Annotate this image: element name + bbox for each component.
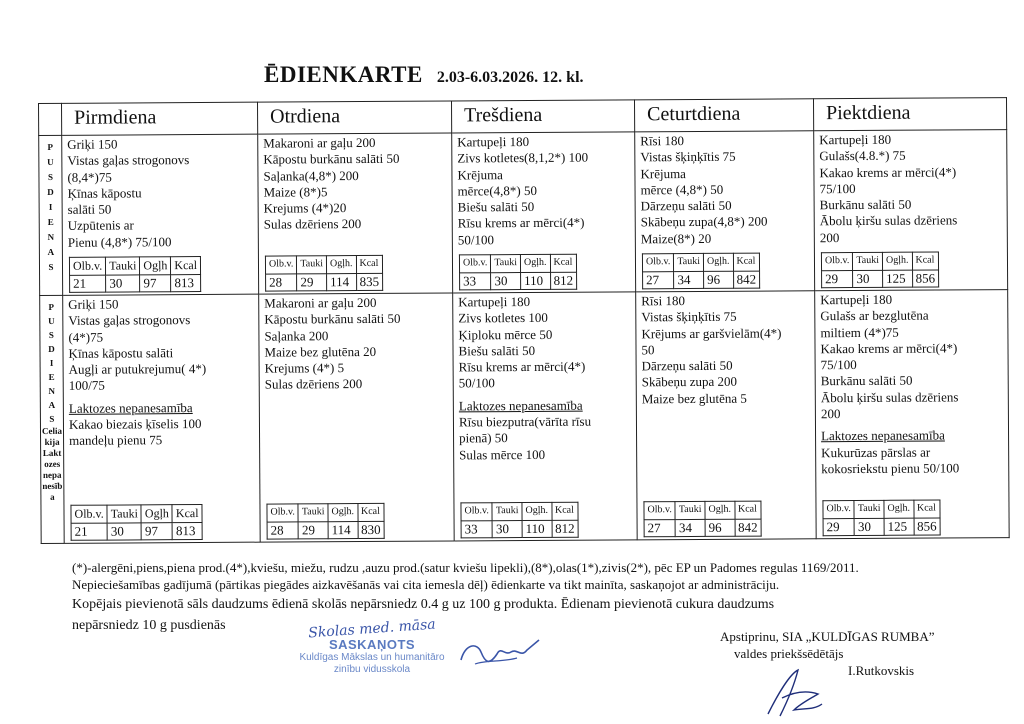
nutrition-table: [70, 504, 202, 540]
nutrition-value: 830: [358, 521, 385, 538]
nutrition-value: 97: [141, 522, 172, 539]
menu-item: Ķīnas kāpostu: [67, 185, 142, 201]
lactose-intolerance-label: Laktozes nepanesamība: [68, 399, 193, 416]
menu-items: [819, 131, 1003, 246]
side-letter: S: [48, 329, 54, 340]
nutrition-value: 34: [674, 271, 704, 288]
menu-item: Zivs kotletes(8,1,2*) 100: [457, 149, 589, 166]
nutrition-value: 21: [70, 275, 106, 293]
footer-change-note: Nepieciešamības gadījumā (pārtikas piegādes aizkavēšanās vai cita iemesla dēļ) ēdienkarte va tikt mainīta, saskaņojot ar administrāciju.: [72, 577, 780, 592]
menu-item: Krējuma: [640, 165, 686, 181]
nutrition-header-row: [459, 255, 576, 273]
nutrition-header: Ogļh.: [522, 503, 552, 520]
nutrition-header: Tauki: [675, 502, 705, 519]
menu-item: Vistas šķiņķītis 75: [640, 149, 736, 165]
nutrition-value: 27: [644, 519, 675, 536]
side-word: ozes: [44, 458, 61, 469]
nutrition-value: 110: [522, 520, 552, 537]
menu-items: [67, 136, 254, 251]
menu-item: Makaroni ar gaļu 200: [263, 134, 376, 151]
nutrition-header: Tauki: [298, 504, 328, 521]
lactose-menu-item: kokosriekstu pienu 50/100: [821, 460, 960, 477]
nutrition-value: 33: [460, 272, 491, 289]
nutrition-value: 28: [267, 522, 298, 539]
side-word: nepa: [42, 469, 62, 480]
nutrition-header: Tauki: [674, 254, 704, 271]
menu-items: [641, 292, 811, 407]
day-friday: Piektdiena: [813, 98, 1006, 131]
menu-cell: [259, 293, 455, 542]
nutrition-value: 30: [107, 523, 141, 541]
side-letter: A: [47, 246, 55, 257]
menu-item: Krejums (4*) 5: [264, 360, 345, 376]
menu-item: Rīsi 180: [640, 133, 685, 149]
nutrition-header: Ogļh.: [326, 256, 356, 273]
nutrition-value: 29: [822, 270, 853, 287]
menu-item: Saļanka 200: [264, 327, 329, 344]
nutrition-value: 842: [735, 519, 762, 536]
menu-item: Vistas gaļas strogonovs: [68, 312, 191, 329]
nutrition-table: [69, 256, 201, 292]
side-letter: D: [47, 186, 54, 197]
side-letter: U: [48, 315, 55, 326]
title-text: ĒDIENKARTE: [264, 62, 423, 87]
nutrition-header-row: [265, 256, 382, 274]
menu-item: Gulašs(4.8.*) 75: [819, 147, 906, 164]
menu-item: Vistas gaļas strogonovs: [67, 152, 190, 169]
nutrition-value-row: [823, 518, 940, 536]
lactose-menu-item: Sulas mērce 100: [459, 446, 546, 463]
menu-cell: [814, 130, 1008, 291]
nutrition-table: [822, 500, 940, 536]
side-word: Lakt: [42, 447, 62, 458]
menu-cell: [635, 131, 815, 292]
nutrition-header-row: [71, 505, 202, 523]
side-letter: I: [48, 201, 53, 212]
menu-items: [457, 133, 631, 248]
menu-table: [38, 97, 1010, 544]
page-title: [264, 62, 584, 88]
menu-item: Kakao krems ar mērci(4*): [819, 163, 957, 180]
nutrition-header: Tauki: [297, 256, 327, 273]
nutrition-header: Olb.v.: [69, 257, 105, 275]
nutrition-header: Kcal: [550, 255, 577, 272]
menu-item: mērce (4,8*) 50: [640, 181, 724, 198]
nutrition-header: Olb.v.: [265, 256, 296, 273]
menu-item: Vistas šķiņķītis 75: [641, 309, 737, 325]
stamp-school-line1: Kuldīgas Mākslas un humanitāro: [299, 652, 445, 663]
nutrition-header: Kcal: [356, 256, 383, 273]
menu-item: Ābolu ķiršu sulas dzēriens: [819, 212, 958, 229]
menu-items: [820, 291, 1004, 477]
nutrition-header: Tauki: [492, 503, 522, 520]
menu-item: 200: [819, 229, 840, 246]
menu-item: Kartupeļi 180: [819, 131, 892, 148]
menu-item: Biešu salāti 50: [457, 199, 535, 215]
nutrition-header: Tauki: [854, 501, 884, 518]
menu-item: Zivs kotletes 100: [458, 310, 548, 326]
nutrition-header: Tauki: [853, 253, 883, 270]
nutrition-header-row: [644, 501, 761, 519]
lactose-menu-item: pienā) 50: [459, 430, 508, 446]
menu-item: Ābolu ķiršu sulas dzēriens: [820, 389, 959, 406]
menu-item: Rīsu krems ar mērci(4*): [458, 358, 586, 375]
nutrition-header: Kcal: [172, 505, 202, 522]
nutrition-value: 34: [675, 519, 705, 536]
nutrition-value: 97: [140, 274, 171, 291]
nutrition-header-row: [69, 257, 200, 275]
nutrition-header: Ogļh.: [328, 504, 358, 521]
menu-item: Skābeņu zupa(4,8*) 200: [640, 214, 768, 230]
nutrition-header: Ogļh.: [884, 501, 914, 518]
side-letter: E: [47, 216, 54, 227]
menu-item: Dārzeņu salāti 50: [640, 197, 732, 214]
nutrition-header: Kcal: [357, 504, 384, 521]
menu-items: [264, 294, 449, 393]
side-letter: I: [49, 357, 54, 368]
nutrition-value: 30: [491, 272, 521, 289]
menu-item: 75/100: [819, 180, 856, 197]
nutrition-value: 96: [705, 519, 735, 536]
day-tuesday: Otrdiena: [257, 101, 451, 134]
menu-cell: [636, 291, 817, 540]
nurse-signature: [455, 636, 545, 672]
nutrition-value-row: [266, 273, 383, 291]
side-letter: N: [48, 385, 56, 396]
nurse-handwriting: Skolas med. māsa: [307, 616, 437, 642]
director-signature: [760, 664, 830, 722]
nutrition-value: 29: [298, 521, 328, 538]
nutrition-value: 812: [552, 520, 579, 537]
menu-items: [458, 293, 632, 463]
side-letter: P: [47, 141, 54, 152]
nutrition-header-row: [461, 503, 578, 521]
menu-item: (4*)75: [68, 329, 104, 345]
menu-item: salāti 50: [67, 201, 112, 218]
nutrition-value: 29: [823, 518, 854, 535]
menu-item: Gulašs ar bezglutēna: [820, 307, 929, 324]
menu-item: Makaroni ar gaļu 200: [264, 294, 377, 311]
menu-item: Kartupeļi 180: [457, 134, 530, 150]
side-letter: D: [48, 343, 55, 354]
menu-item: Griķi 150: [68, 296, 119, 312]
menu-item: 200: [820, 406, 841, 422]
nutrition-value: 96: [704, 271, 734, 288]
nutrition-value-row: [461, 520, 578, 538]
nutrition-header: Kcal: [734, 501, 761, 518]
day-thursday: Ceturtdiena: [634, 99, 813, 132]
nutrition-value: 114: [327, 273, 357, 290]
menu-item: Augļi ar putukrejumu( 4*): [68, 361, 207, 378]
menu-item: Sulas dzēriens 200: [264, 376, 363, 393]
menu-item: mērce(4,8*) 50: [457, 182, 538, 199]
nutrition-value: 27: [643, 271, 674, 288]
nutrition-header: Kcal: [913, 500, 940, 517]
approval-position: valdes priekšsēdētājs: [734, 646, 844, 661]
side-letter: S: [48, 261, 54, 272]
menu-item: 50: [641, 342, 655, 358]
menu-item: Krējuma: [457, 166, 503, 183]
menu-cell: [62, 134, 259, 295]
menu-item: Maize bez glutēna 20: [264, 343, 377, 360]
nutrition-header: Tauki: [107, 505, 141, 523]
special-diet-row: [40, 290, 1009, 544]
nutrition-header: Kcal: [171, 257, 201, 274]
menu-cell: [453, 292, 638, 541]
nutrition-header: Kcal: [912, 252, 939, 269]
menu-item: Griķi 150: [67, 136, 118, 152]
menu-item: 50/100: [457, 231, 495, 248]
approval-stamp: [262, 616, 482, 676]
nutrition-table: [460, 502, 578, 538]
nutrition-header: Olb.v.: [821, 253, 852, 270]
nutrition-value: 813: [171, 274, 201, 291]
nutrition-table: [821, 252, 939, 288]
nutrition-value: 125: [883, 270, 913, 287]
menu-item: Kāpostu burkānu salāti 50: [263, 151, 400, 167]
stamp-school-line2: zinību vidusskola: [333, 664, 411, 675]
side-word: kija: [44, 436, 60, 447]
stamp-word: SASKAŅOTS: [328, 637, 416, 652]
menu-item: Kartupeļi 180: [458, 293, 531, 310]
nutrition-value-row: [71, 522, 202, 540]
menu-item: Kakao krems ar mērci(4*): [820, 340, 958, 357]
nutrition-value: 842: [733, 271, 760, 288]
lactose-intolerance-label: Laktozes nepanesamība: [458, 397, 583, 414]
nutrition-header: Olb.v.: [642, 254, 673, 271]
side-letter: P: [48, 301, 55, 312]
menu-cell: [815, 290, 1010, 539]
nutrition-value: 33: [461, 520, 492, 537]
menu-item: Kartupeļi 180: [820, 291, 893, 308]
period-text: 2.03-6.03.2026. 12. kl.: [436, 69, 584, 86]
lactose-menu-item: Kukurūzas pārslas ar: [821, 444, 931, 460]
menu-items: [640, 132, 810, 247]
menu-item: 75/100: [820, 357, 857, 373]
menu-item: Ķiploku mērce 50: [458, 326, 553, 343]
menu-item: miltiem (4*)75: [820, 324, 899, 340]
menu-cell: [452, 132, 636, 293]
nutrition-value-row: [644, 519, 761, 537]
approval-name: I.Rutkovskis: [848, 663, 915, 678]
menu-items: [263, 135, 448, 234]
nutrition-value: 30: [492, 520, 522, 537]
menu-item: Sulas dzēriens 200: [263, 216, 362, 233]
nutrition-table: [459, 254, 577, 290]
nutrition-value-row: [267, 521, 384, 539]
menu-items: [68, 296, 255, 450]
nutrition-value-row: [460, 272, 577, 290]
menu-item: Maize bez glutēna 5: [641, 390, 747, 407]
nutrition-header-row: [267, 504, 384, 522]
nutrition-value: 835: [356, 273, 383, 290]
nutrition-table: [265, 255, 383, 291]
nutrition-value: 21: [71, 523, 107, 541]
nutrition-value-row: [822, 270, 939, 288]
nutrition-header: Kcal: [551, 503, 578, 520]
menu-item: Skābeņu zupa 200: [641, 374, 738, 390]
nutrition-value: 30: [853, 270, 883, 287]
footer-sugar-note: nepārsniedz 10 g pusdienās: [72, 618, 226, 633]
nutrition-value: 856: [912, 270, 939, 287]
nutrition-value-row: [70, 274, 201, 292]
nutrition-value: 856: [914, 518, 941, 535]
nutrition-header: Olb.v.: [644, 502, 675, 519]
day-wednesday: Trešdiena: [451, 100, 634, 133]
lunch-row: [39, 130, 1008, 296]
lactose-menu-item: Kakao biezais ķīselis 100: [68, 416, 202, 432]
side-letter: N: [47, 231, 55, 242]
nutrition-value: 812: [550, 272, 577, 289]
menu-item: Krējums ar garšvielām(4*): [641, 325, 782, 341]
approval-company: Apstiprinu, SIA „KULDĪGAS RUMBA”: [720, 629, 935, 644]
nutrition-header-row: [642, 254, 759, 272]
menu-item: Maize (8*)5: [263, 184, 328, 200]
nutrition-value: 30: [106, 275, 140, 293]
nutrition-value: 30: [854, 518, 884, 535]
menu-item: Biešu salāti 50: [458, 342, 536, 359]
menu-item: Rīsu krems ar mērci(4*): [457, 215, 585, 231]
lactose-menu-item: mandeļu pienu 75: [69, 432, 163, 449]
side-word: nesīb: [42, 480, 63, 491]
menu-cell: [63, 294, 261, 543]
side-label: [40, 295, 65, 543]
menu-item: 50/100: [458, 375, 495, 391]
nutrition-header: Ogļh: [140, 257, 171, 274]
side-word: a: [50, 491, 55, 502]
lactose-menu-item: Rīsu biezputra(vārīta rīsu: [458, 413, 592, 430]
nutrition-header: Tauki: [491, 255, 521, 272]
nutrition-header: Olb.v.: [461, 503, 492, 520]
side-letter: S: [47, 171, 53, 182]
side-label: [39, 135, 63, 295]
side-word: Celia: [41, 425, 63, 436]
menu-item: Maize(8*) 20: [640, 230, 712, 247]
nutrition-header: Olb.v.: [459, 255, 490, 272]
menu-item: Burkānu salāti 50: [820, 373, 913, 389]
footer-allergens: (*)-alergēni,piens,piena prod.(4*),kviešu, miežu, rudzu ,auzu prod.(satur kviešu lipekli),(8*),olas(1*),zivis(2*), pēc EP un Padomes regulas 1169/2011.: [72, 560, 859, 575]
side-letter: U: [47, 156, 54, 167]
nutrition-header: Ogļh.: [703, 254, 733, 271]
side-letter: A: [48, 399, 56, 410]
nutrition-header: Olb.v.: [267, 504, 298, 521]
menu-item: Rīsi 180: [641, 293, 685, 309]
nutrition-header: Ogļh.: [882, 253, 912, 270]
nutrition-header: Olb.v.: [823, 501, 854, 518]
nutrition-header-row: [823, 500, 940, 518]
menu-item: (8,4*)75: [67, 169, 112, 185]
menu-item: Uzpūtenis ar: [67, 217, 134, 234]
menu-item: Pienu (4,8*) 75/100: [67, 233, 172, 250]
side-letter: E: [48, 371, 55, 382]
corner-cell: [39, 103, 62, 135]
nutrition-table: [266, 503, 384, 539]
nutrition-table: [642, 253, 760, 289]
nutrition-value: 110: [521, 272, 551, 289]
nutrition-header: Ogļh.: [520, 255, 550, 272]
nutrition-value: 28: [266, 274, 297, 291]
menu-item: Krejums (4*)20: [263, 200, 347, 216]
nutrition-header: Kcal: [733, 254, 760, 271]
nutrition-value-row: [643, 271, 760, 289]
menu-cell: [258, 133, 453, 294]
menu-item: Saļanka(4,8*) 200: [263, 167, 359, 184]
nutrition-header: Ogļh.: [705, 502, 735, 519]
day-monday: Pirmdiena: [62, 102, 258, 135]
menu-item: Ķīnas kāpostu salāti: [68, 345, 174, 361]
nutrition-header: Tauki: [106, 257, 140, 275]
menu-item: Kāpostu burkānu salāti 50: [264, 311, 401, 327]
lactose-intolerance-label: Laktozes nepanesamība: [821, 427, 945, 444]
nutrition-value: 29: [297, 273, 327, 290]
menu-item: 100/75: [68, 378, 105, 394]
footer-salt-note: Kopējais pievienotā sāls daudzums ēdienā skolās nepārsniedz 0.4 g uz 100 g produkta. Ēdienam pievienotā cukura daudzums: [72, 597, 775, 612]
side-letter: S: [49, 413, 55, 424]
nutrition-header: Ogļh: [141, 505, 172, 522]
nutrition-header: Olb.v.: [71, 505, 107, 523]
nutrition-table: [643, 501, 761, 537]
nutrition-value: 114: [328, 521, 358, 538]
nutrition-header-row: [821, 252, 938, 270]
nutrition-value: 125: [884, 518, 914, 535]
menu-item: Dārzeņu salāti 50: [641, 357, 733, 374]
menu-item: Burkānu salāti 50: [819, 196, 912, 213]
nutrition-value: 813: [172, 522, 202, 539]
